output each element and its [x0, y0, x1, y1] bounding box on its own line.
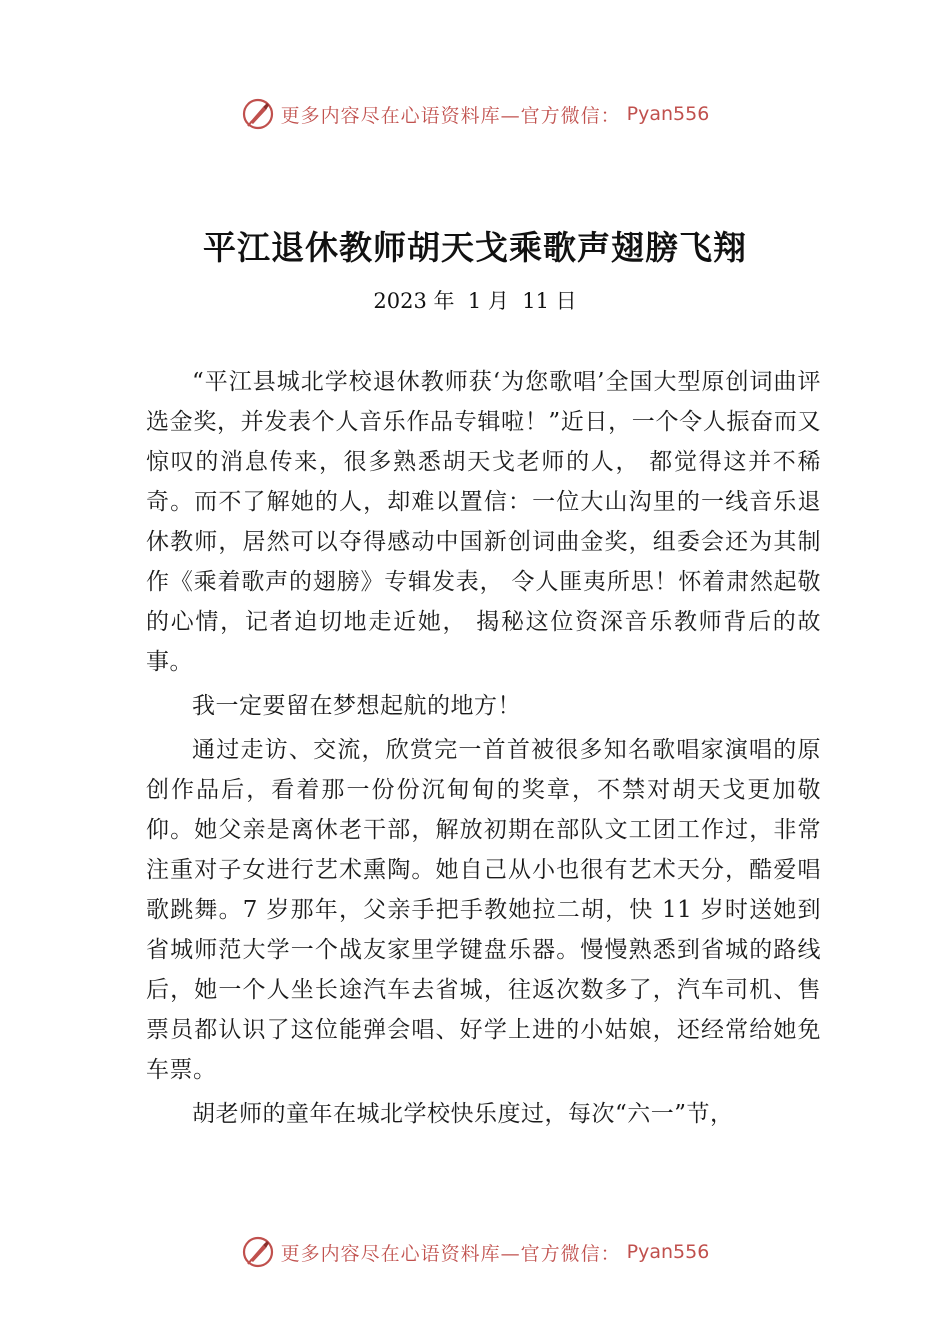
watermark-header [0, 94, 950, 134]
watermark-wechat-id: Pyan556 [626, 103, 710, 125]
paragraph: “平江县城北学校退休教师获‘为您歌唱’全国大型原创词曲评选金奖，并发表个人音乐作品专辑啦！”近日，一个令人振奋而又惊叹的消息传来，很多熟悉胡天戈老师的人， 都觉得这并不稀奇。而不了解她的人，却难以置信：一位大山沟里的一线音乐退休教师，居然可以夺得感动中国新创词曲金奖，组委会还为其制作《乘着歌声的翅膀》专辑发表， 令人匪夷所思！怀着肃然起敬的心情，记者迫切地走近她， 揭秘这位资深音乐教师背后的故事。 [146, 369, 821, 675]
pen-nib-logo-icon [241, 97, 275, 131]
article-title: 平江退休教师胡天戈乘歌声翅膀飞翔 [203, 228, 747, 267]
paragraph: 通过走访、交流，欣赏完一首首被很多知名歌唱家演唱的原创作品后，看着那一份份沉甸甸的奖章，不禁对胡天戈更加敬仰。她父亲是离休老干部，解放初期在部队文工团工作过，非常注重对子女进行艺术熏陶。她自己从小也很有艺术天分，酷爱唱歌跳舞。7 岁那年，父亲手把手教她拉二胡，快 11 岁时送她到省城师范大学一个战友家里学键盘乐器。慢慢熟悉到省城的路线后，她一个人坐长途汽车去省城，往返次数多了，汽车司机、售票员都认识了这位能弹会唱、好学上进的小姑娘，还经常给她免车票。 [146, 737, 821, 1083]
paragraph: 胡老师的童年在城北学校快乐度过，每次“六一”节， [192, 1101, 734, 1127]
watermark-wechat-id: Pyan556 [626, 1241, 710, 1263]
article-date: 2023 年 1 月 11 日 [373, 289, 577, 313]
article-body [146, 362, 821, 1138]
watermark-footer [0, 1232, 950, 1272]
section-heading: 我一定要留在梦想起航的地方！ [192, 693, 521, 719]
watermark-text: 更多内容尽在心语资料库—官方微信： [280, 1242, 621, 1265]
watermark-text: 更多内容尽在心语资料库—官方微信： [280, 104, 621, 127]
pen-nib-logo-icon [241, 1235, 275, 1269]
